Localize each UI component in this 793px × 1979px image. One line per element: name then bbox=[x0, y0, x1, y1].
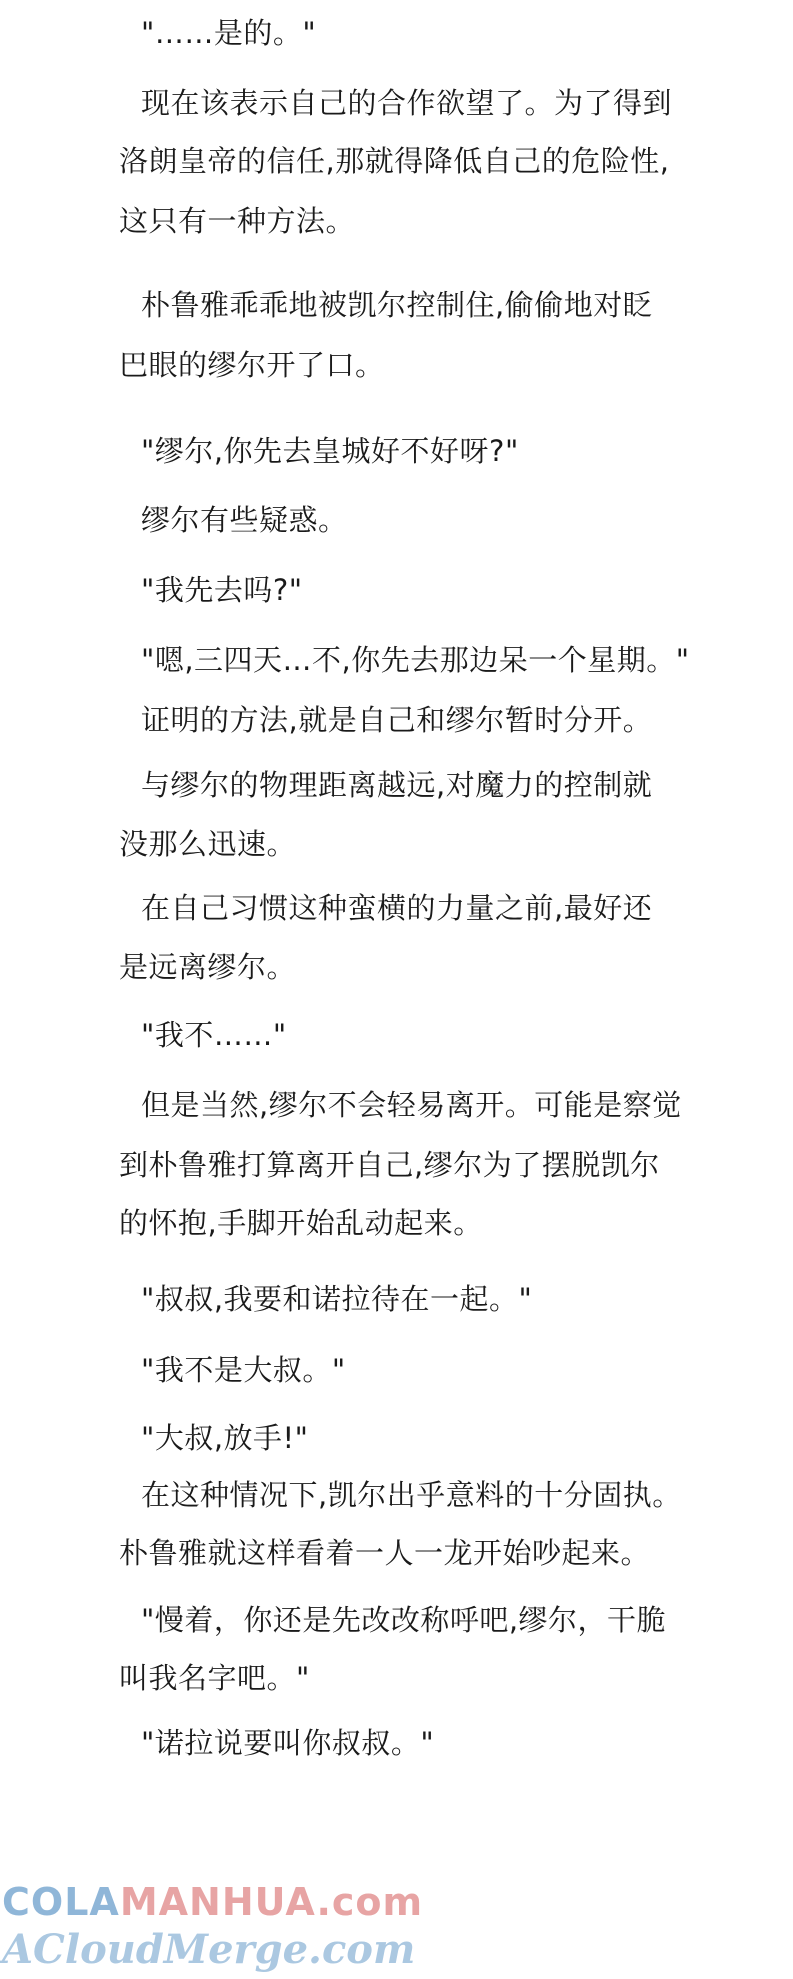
text-line: "我先去吗?" bbox=[141, 573, 303, 607]
text-line: 巴眼的缪尔开了口。 bbox=[119, 348, 385, 382]
text-line: "缪尔,你先去皇城好不好呀?" bbox=[141, 434, 519, 468]
text-line: 现在该表示自己的合作欲望了。为了得到 bbox=[141, 86, 673, 120]
text-line: 朴鲁雅就这样看着一人一龙开始吵起来。 bbox=[119, 1536, 651, 1570]
watermark-acloudmerge: ACloudMerge.com bbox=[2, 1926, 416, 1973]
text-line: 是远离缪尔。 bbox=[119, 950, 297, 984]
text-line: 的怀抱,手脚开始乱动起来。 bbox=[119, 1206, 483, 1240]
text-line: 洛朗皇帝的信任,那就得降低自己的危险性, bbox=[119, 144, 670, 178]
watermark-cola: COLA bbox=[2, 1880, 120, 1924]
text-line: 到朴鲁雅打算离开自己,缪尔为了摆脱凯尔 bbox=[119, 1148, 660, 1182]
text-line: "诺拉说要叫你叔叔。" bbox=[141, 1726, 435, 1760]
text-line: 没那么迅速。 bbox=[119, 827, 297, 861]
text-line: 朴鲁雅乖乖地被凯尔控制住,偷偷地对眨 bbox=[141, 288, 653, 322]
text-line: "我不……" bbox=[141, 1018, 287, 1052]
text-line: 在自己习惯这种蛮横的力量之前,最好还 bbox=[141, 891, 653, 925]
watermark-manhua: MANHUA.com bbox=[119, 1880, 424, 1924]
text-line: "……是的。" bbox=[141, 16, 317, 50]
text-line: "大叔,放手!" bbox=[141, 1421, 309, 1455]
text-line: 与缪尔的物理距离越远,对魔力的控制就 bbox=[141, 768, 653, 802]
text-line: "叔叔,我要和诺拉待在一起。" bbox=[141, 1282, 533, 1316]
text-line: 证明的方法,就是自己和缪尔暂时分开。 bbox=[141, 703, 653, 737]
watermark-logo bbox=[0, 1880, 424, 1979]
text-line: 在这种情况下,凯尔出乎意料的十分固执。 bbox=[141, 1478, 682, 1512]
text-line: 缪尔有些疑惑。 bbox=[141, 503, 348, 537]
text-line: "我不是大叔。" bbox=[141, 1353, 346, 1387]
watermark-site-name bbox=[2, 1880, 423, 1924]
text-line: "慢着，你还是先改改称呼吧,缪尔，干脆 bbox=[141, 1603, 667, 1637]
text-line: 但是当然,缪尔不会轻易离开。可能是察觉 bbox=[141, 1088, 682, 1122]
text-line: 这只有一种方法。 bbox=[119, 204, 356, 238]
text-line: 叫我名字吧。" bbox=[119, 1661, 310, 1695]
text-line: "嗯,三四天…不,你先去那边呆一个星期。" bbox=[141, 643, 690, 677]
